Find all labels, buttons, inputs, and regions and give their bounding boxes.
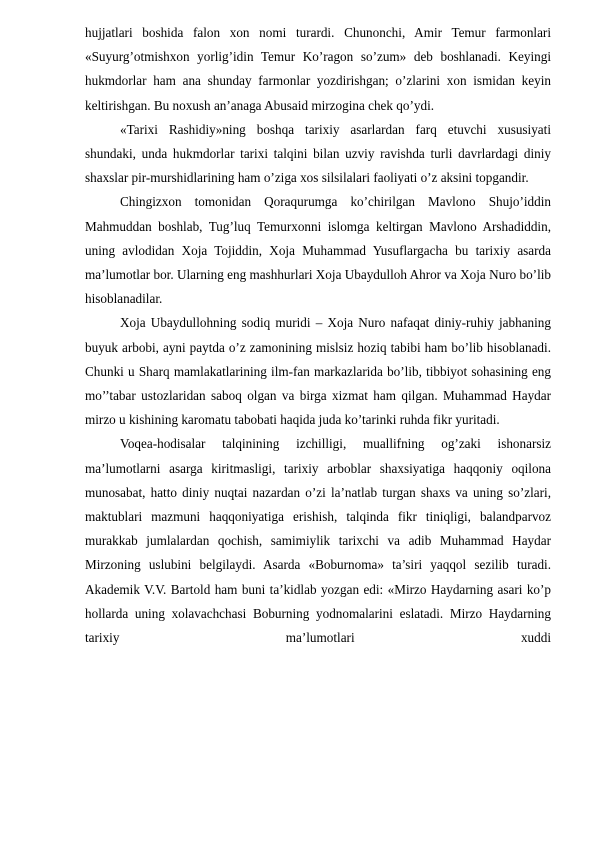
paragraph-4: Xoja Ubaydullohning sodiq muridi – Xoja Nuro nafaqat diniy-ruhiy jabhaning buyuk arbobi, ayni paytda o’z zamonining mislsiz hoziq tabibi ham bo’lib hisoblanadi. Chunki u Sharq mamlakatlarining ilm-fan markazlarida bo’lib, tibbiyot sohasining eng mo’’tabar ustozlaridan saboq olgan va birga xizmat ham qilgan. Muhammad Haydar mirzo u kishining karomatu tabobati haqida juda ko’tarinki ruhda fikr yuritadi. — [85, 315, 551, 428]
paragraph-1: hujjatlari boshida falon xon nomi turardi. Chunonchi, Amir Temur farmonlari «Suyurg’otmishxon yorlig’idin Temur Ko’ragon so’zum» deb boshlanadi. Keyingi hukmdorlar ham ana shunday farmonlar yozdirishgan; o’zlarini xon ismidan keyin keltirishgan. Bu noxush an’anaga Abusaid mirzogina chek qo’ydi. — [85, 25, 551, 113]
paragraph-5: Voqea-hodisalar talqinining izchilligi, muallifning og’zaki ishonarsiz ma’lumotlarni asarga kiritmasligi, tarixiy arboblar shaxsiyatiga haqqoniy oqilona munosabat, hatto diniy nuqtai nazardan o’zi la’natlab turgan shaxs va uning so’zlari, maktublari mazmuni haqqoniyatiga erishish, talqinda fikr tiniqligi, balandparvoz murakkab jumlalardan qochish, samimiylik tarixchi va adib Muhammad Haydar Mirzoning uslubini belgilaydi. Asarda «Boburnoma» ta’siri yaqqol sezilib turadi. Akademik V.V. Bartold ham buni ta’kidlab yozgan edi: «Mirzo Haydarning asari ko’p hollarda uning xolavachchasi Boburning yodnomalarini eslatadi. Mirzo Haydarning tarixiy ma’lumotlari xuddi — [85, 436, 551, 646]
paragraph-3: Chingizxon tomonidan Qoraqurumga ko’chirilgan Mavlono Shujo’iddin Mahmuddan boshlab, Tug’luq Temurxonni islomga keltirgan Mavlono Arshadiddin, uning avlodidan Xoja Tojiddin, Xoja Muhammad Yusuflargacha bu tarixiy asarda ma’lumotlar bor. Ularning eng mashhurlari Xoja Ubaydulloh Ahror va Xoja Nuro bo’lib hisoblanadilar. — [85, 194, 551, 307]
document-page — [85, 21, 551, 650]
paragraph-2: «Tarixi Rashidiy»ning boshqa tarixiy asarlardan farq etuvchi xususiyati shundaki, unda hukmdorlar tarixi talqini bilan uzviy ravishda turli davrlardagi diniy shaxslar pir-murshidlarining ham o’ziga xos silsilalari faoliyati o’z aksini topgandir. — [85, 121, 551, 186]
